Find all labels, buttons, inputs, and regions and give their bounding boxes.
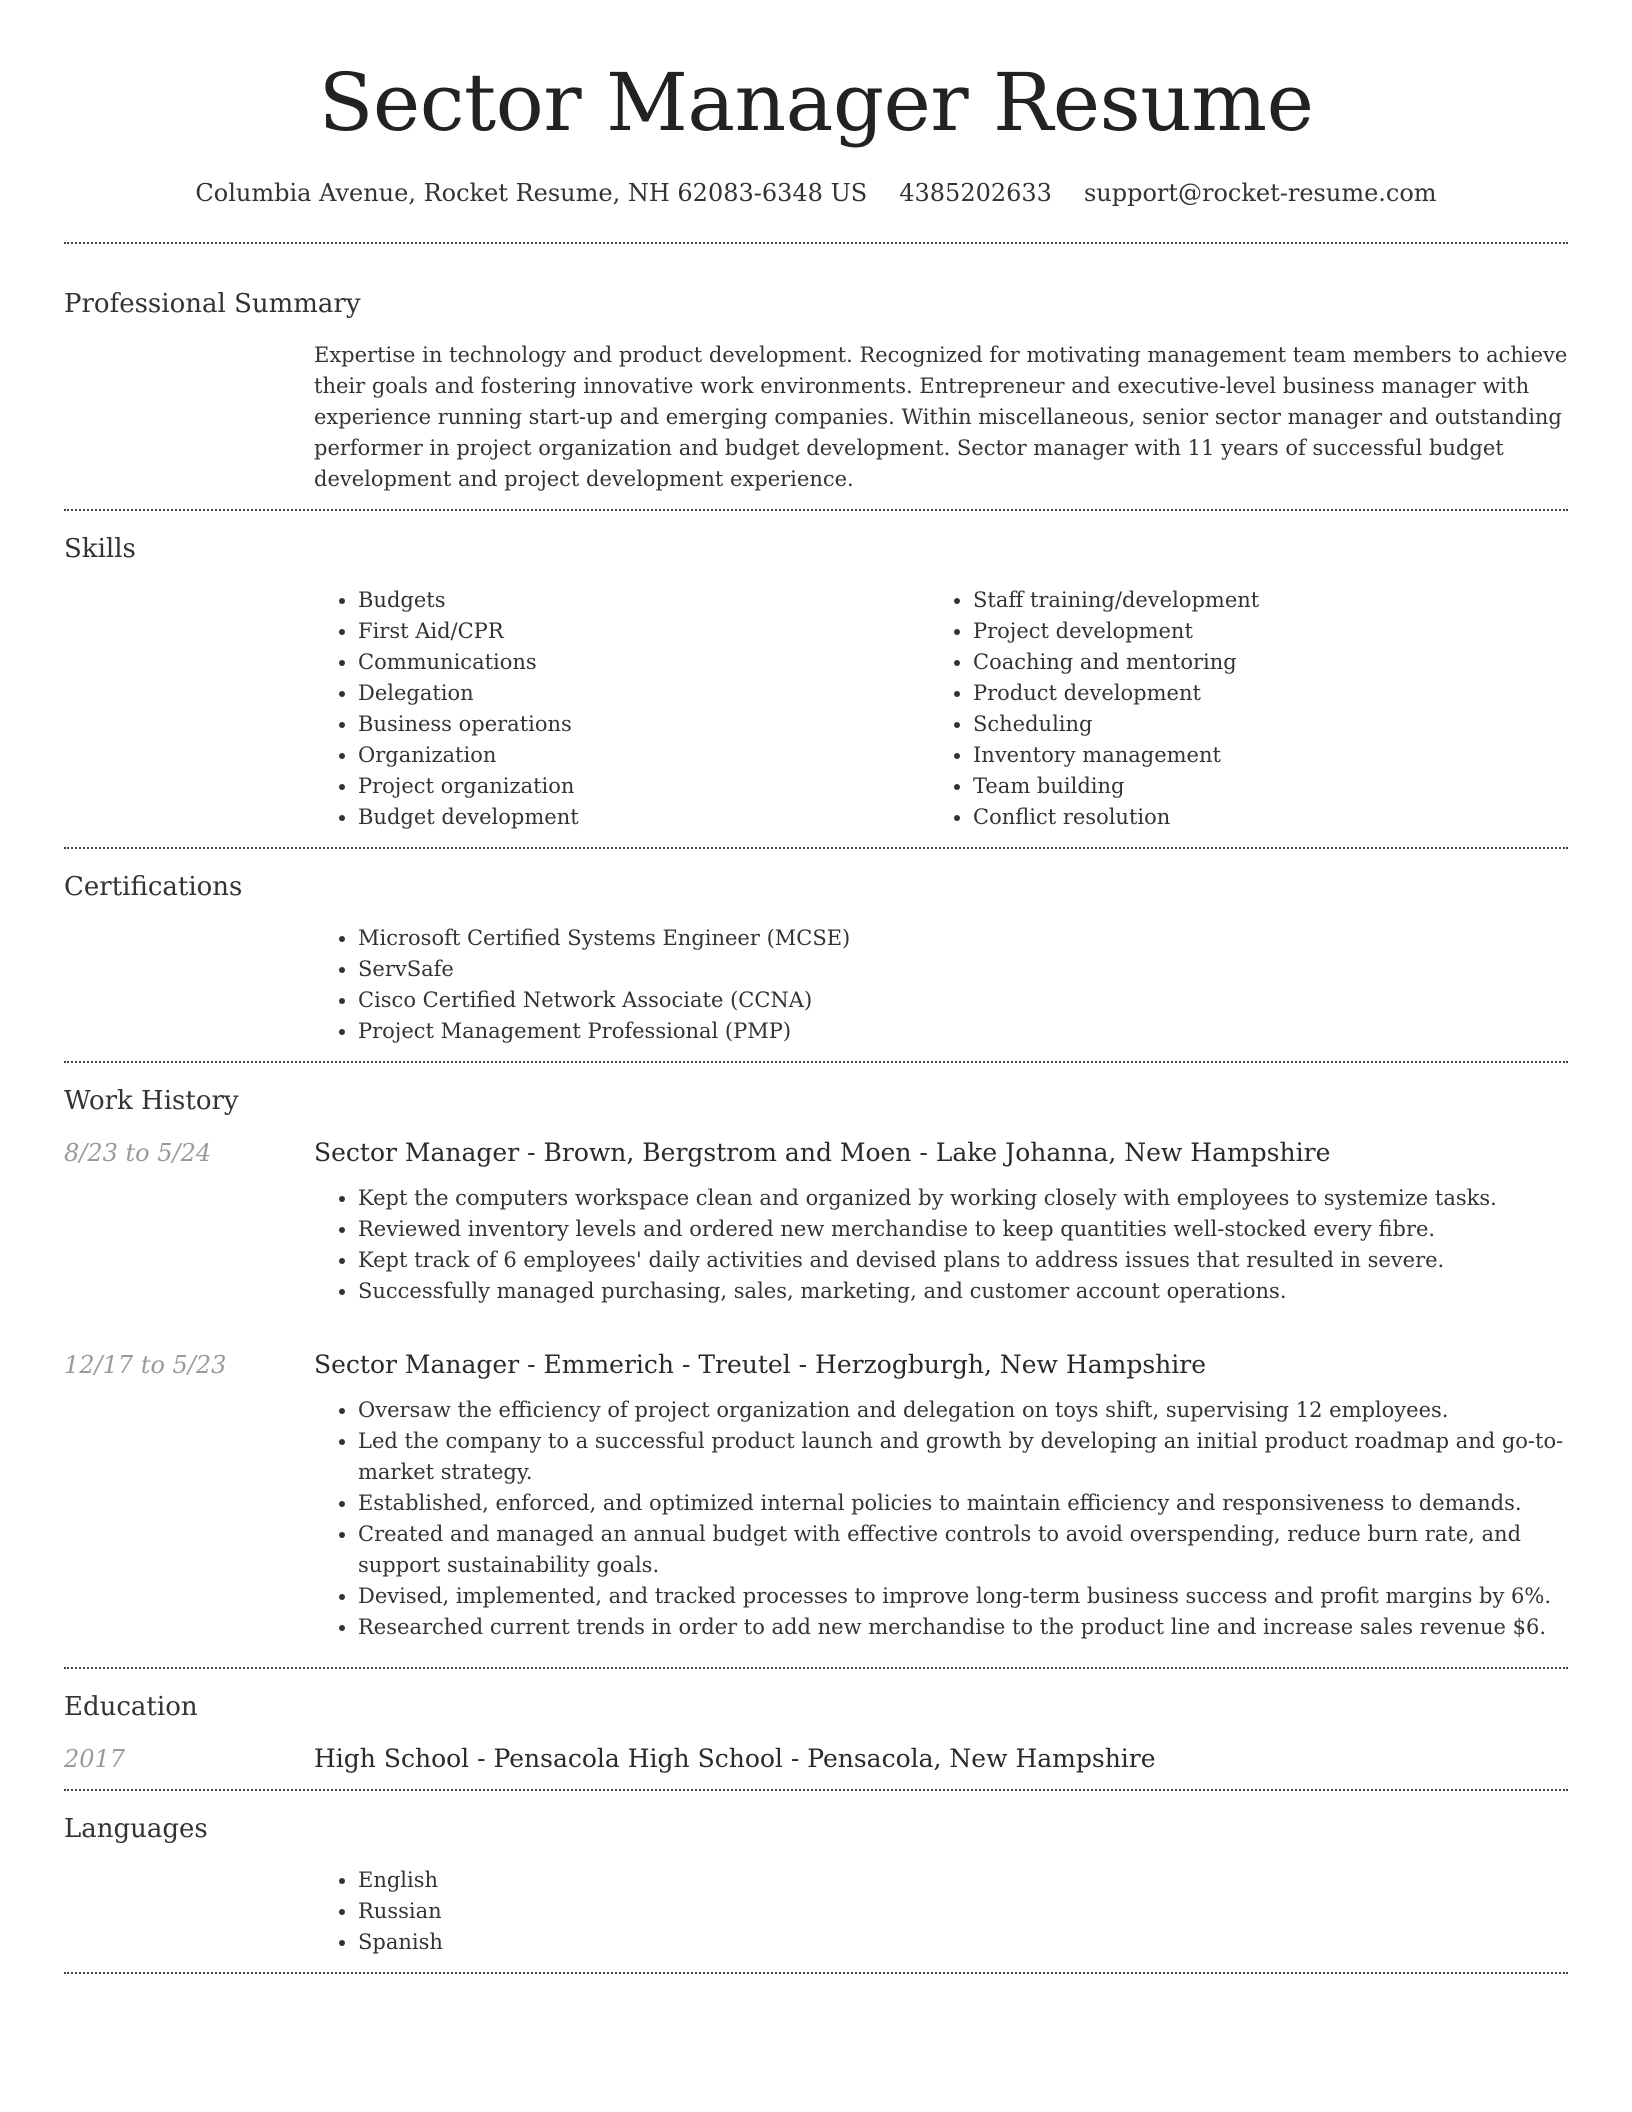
certifications-list: [314, 923, 1568, 1047]
certifications-section: [64, 849, 1568, 1061]
skill-item: • Project development: [973, 616, 1568, 647]
skill-item: • Product development: [973, 678, 1568, 709]
job-title: Sector Manager - Brown, Bergstrom and Moen - Lake Johanna, New Hampshire: [314, 1138, 1331, 1167]
summary-section: [64, 244, 1568, 509]
skill-item: • Scheduling: [973, 709, 1568, 740]
skill-item: • Budget development: [358, 802, 929, 833]
skill-item: • Business operations: [358, 709, 929, 740]
languages-section: [64, 1791, 1568, 1972]
job-bullet: • Reviewed inventory levels and ordered new merchandise to keep quantities well-stocked every fibre.: [358, 1214, 1568, 1245]
language-item: • Spanish: [358, 1927, 1568, 1958]
contact-phone: 4385202633: [899, 179, 1052, 207]
job-bullet: • Kept track of 6 employees' daily activities and devised plans to address issues that resulted in severe.: [358, 1245, 1568, 1276]
job-bullet: • Led the company to a successful product launch and growth by developing an initial product roadmap and go-to-market strategy.: [358, 1426, 1568, 1488]
work-history-section: [64, 1063, 1568, 1667]
contact-line: [64, 178, 1568, 208]
certification-item: • Project Management Professional (PMP): [358, 1016, 1568, 1047]
job-bullet: • Established, enforced, and optimized internal policies to maintain efficiency and responsiveness to demands.: [358, 1488, 1568, 1519]
section-heading-languages: Languages: [64, 1814, 208, 1844]
certification-item: • ServSafe: [358, 954, 1568, 985]
job-entry: [64, 1349, 1568, 1653]
section-heading-education: Education: [64, 1692, 198, 1722]
language-item: • Russian: [358, 1896, 1568, 1927]
section-heading-skills: Skills: [64, 534, 136, 564]
job-bullet: • Devised, implemented, and tracked processes to improve long-term business success and profit margins by 6%.: [358, 1581, 1568, 1612]
contact-address: Columbia Avenue, Rocket Resume, NH 62083-6348 US: [195, 179, 868, 207]
job-date: 12/17 to 5/23: [64, 1351, 227, 1379]
skill-item: • Conflict resolution: [973, 802, 1568, 833]
contact-email: support@rocket-resume.com: [1083, 179, 1437, 207]
section-divider: [64, 1972, 1568, 1974]
skill-item: • Budgets: [358, 585, 929, 616]
skills-list-left: [314, 585, 929, 833]
skill-item: • Inventory management: [973, 740, 1568, 771]
job-bullet: • Oversaw the efficiency of project organization and delegation on toys shift, supervising 12 employees.: [358, 1395, 1568, 1426]
job-date: 8/23 to 5/24: [64, 1139, 212, 1167]
resume-title: Sector Manager Resume: [318, 56, 1314, 149]
certification-item: • Cisco Certified Network Associate (CCNA): [358, 985, 1568, 1016]
job-bullets: [314, 1395, 1568, 1643]
summary-text: Expertise in technology and product development. Recognized for motivating management team members to achieve their goals and fostering innovative work environments. Entrepreneur and executive-level business manager with experience running start-up and emerging companies. Within miscellaneous, senior sector manager and outstanding performer in project organization and budget development. Sector manager with 11 years of successful budget development and project development experience.: [314, 343, 1568, 491]
job-bullet: • Researched current trends in order to add new merchandise to the product line and increase sales revenue $6.: [358, 1612, 1568, 1643]
skill-item: • Team building: [973, 771, 1568, 802]
skill-item: • Delegation: [358, 678, 929, 709]
skill-item: • Staff training/development: [973, 585, 1568, 616]
skills-list-right: [929, 585, 1568, 833]
job-bullet: • Kept the computers workspace clean and organized by working closely with employees to systemize tasks.: [358, 1183, 1568, 1214]
skill-item: • First Aid/CPR: [358, 616, 929, 647]
job-title: Sector Manager - Emmerich - Treutel - Herzogburgh, New Hampshire: [314, 1350, 1206, 1379]
job-entry: [64, 1137, 1568, 1317]
skill-item: • Organization: [358, 740, 929, 771]
skill-item: • Coaching and mentoring: [973, 647, 1568, 678]
job-bullet: • Successfully managed purchasing, sales, marketing, and customer account operations.: [358, 1276, 1568, 1307]
section-heading-summary: Professional Summary: [64, 289, 361, 319]
certification-item: • Microsoft Certified Systems Engineer (MCSE): [358, 923, 1568, 954]
skill-item: • Project organization: [358, 771, 929, 802]
education-date: 2017: [64, 1745, 126, 1773]
skill-item: • Communications: [358, 647, 929, 678]
languages-list: [314, 1865, 1568, 1958]
education-section: [64, 1669, 1568, 1789]
language-item: • English: [358, 1865, 1568, 1896]
skills-section: [64, 511, 1568, 847]
job-bullets: [314, 1183, 1568, 1307]
section-heading-work: Work History: [64, 1086, 239, 1116]
education-title: High School - Pensacola High School - Pensacola, New Hampshire: [314, 1744, 1156, 1773]
job-bullet: • Created and managed an annual budget with effective controls to avoid overspending, reduce burn rate, and support sustainability goals.: [358, 1519, 1568, 1581]
section-heading-certifications: Certifications: [64, 872, 243, 902]
education-entry: [64, 1743, 1568, 1775]
